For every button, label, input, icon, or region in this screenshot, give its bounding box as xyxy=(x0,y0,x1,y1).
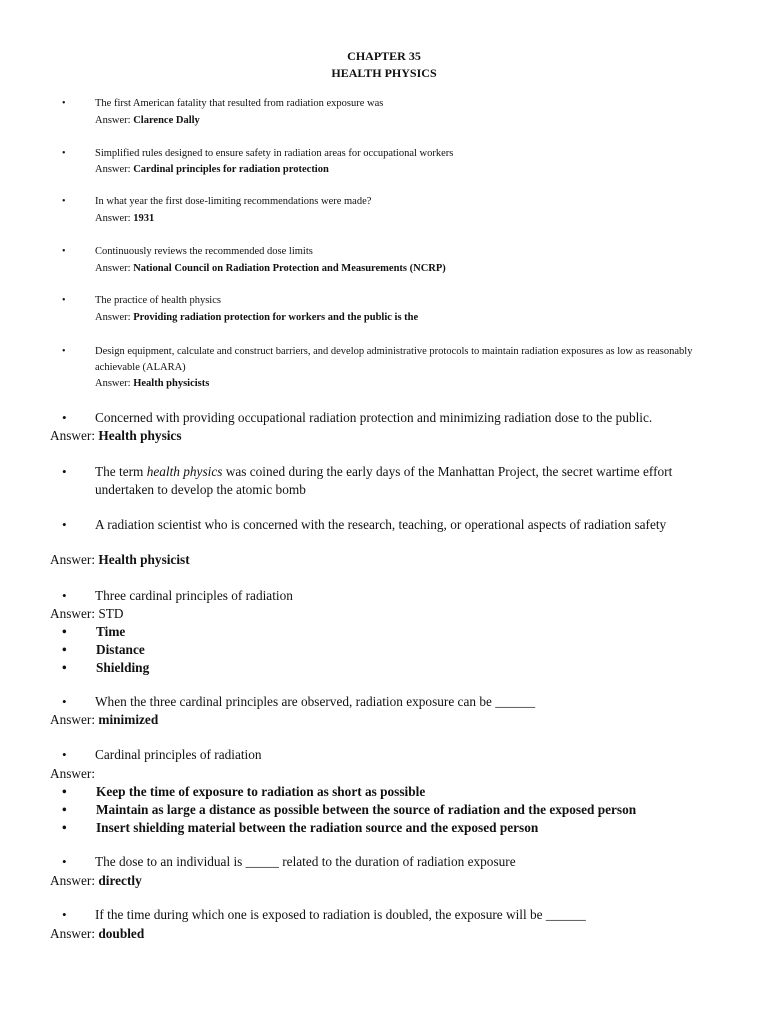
bullet: • xyxy=(62,148,66,159)
bullet: • xyxy=(62,346,66,357)
bullet: • xyxy=(62,196,66,207)
question-text: The dose to an individual is _____ related to the duration of radiation exposure xyxy=(95,854,516,869)
answer-line xyxy=(50,765,95,783)
bullet: • xyxy=(62,854,67,869)
bullet: • xyxy=(62,802,67,817)
answer-text: Health physicist xyxy=(98,552,190,567)
bullet: • xyxy=(62,98,66,109)
answer-prefix: Answer: xyxy=(50,926,96,941)
sub-bullet-item xyxy=(62,623,125,641)
answer-line xyxy=(50,872,142,890)
question-text: A radiation scientist who is concerned with the research, teaching, or operational aspects of radiation safety xyxy=(95,517,667,532)
answer-text: 1931 xyxy=(133,213,155,224)
answer-prefix: Answer: xyxy=(95,115,131,126)
answer-text: directly xyxy=(98,873,142,888)
question-text-post: was coined during the early days of the Manhattan Project, the secret wartime effort undertaken to develop the atomic bomb xyxy=(95,464,673,497)
question-text xyxy=(95,463,715,499)
sub-bullet-text: Shielding xyxy=(96,660,150,675)
bullet: • xyxy=(62,517,67,532)
bullet: • xyxy=(62,295,66,306)
bullet: • xyxy=(62,694,67,709)
bullet: • xyxy=(62,907,67,922)
answer-text: minimized xyxy=(98,712,159,727)
bullet: • xyxy=(62,410,67,425)
answer-text: doubled xyxy=(98,926,145,941)
answer-prefix: Answer: xyxy=(50,428,96,443)
answer-line xyxy=(50,711,158,729)
sub-bullet-text: Distance xyxy=(96,642,145,657)
sub-bullet-item xyxy=(62,641,145,659)
answer-line xyxy=(95,376,209,392)
question-text: If the time during which one is exposed to radiation is doubled, the exposure will be ______ xyxy=(95,907,586,922)
answer-line xyxy=(95,310,418,326)
question-text: Design equipment, calculate and construct barriers, and develop administrative protocols to maintain radiation exposures as low as reasonably achievable (ALARA) xyxy=(95,346,693,373)
question-text-pre: The term xyxy=(95,464,147,479)
answer-line xyxy=(50,925,144,943)
bullet: • xyxy=(62,642,67,657)
answer-prefix: Answer: xyxy=(50,552,96,567)
answer-line xyxy=(95,162,329,178)
answer-line xyxy=(95,113,200,129)
answer-prefix: Answer: xyxy=(95,378,131,389)
answer-text: Health physics xyxy=(98,428,182,443)
sub-bullet-item xyxy=(62,801,636,819)
bullet: • xyxy=(62,784,67,799)
question-text: Three cardinal principles of radiation xyxy=(95,588,293,603)
answer-prefix: Answer: xyxy=(50,873,96,888)
bullet: • xyxy=(62,660,67,675)
answer-text: Health physicists xyxy=(133,378,210,389)
answer-prefix: Answer: xyxy=(50,606,96,621)
question-text: Concerned with providing occupational radiation protection and minimizing radiation dose to the public. xyxy=(95,410,653,425)
answer-text: Clarence Dally xyxy=(133,115,200,126)
chapter-number: CHAPTER 35 xyxy=(347,49,421,63)
sub-bullet-text: Keep the time of exposure to radiation as short as possible xyxy=(96,784,426,799)
bullet: • xyxy=(62,747,67,762)
answer-text: Cardinal principles for radiation protection xyxy=(133,164,329,175)
sub-bullet-item xyxy=(62,819,538,837)
sub-bullet-text: Maintain as large a distance as possible between the source of radiation and the exposed person xyxy=(96,802,637,817)
bullet: • xyxy=(62,246,66,257)
question-text: The practice of health physics xyxy=(95,295,221,306)
answer-text: National Council on Radiation Protection and Measurements (NCRP) xyxy=(133,263,446,274)
answer-prefix: Answer: xyxy=(50,766,96,781)
question-text: Simplified rules designed to ensure safety in radiation areas for occupational workers xyxy=(95,148,454,159)
answer-line xyxy=(95,261,446,277)
question-text: When the three cardinal principles are observed, radiation exposure can be ______ xyxy=(95,694,536,709)
question-text: Continuously reviews the recommended dose limits xyxy=(95,246,313,257)
answer-line xyxy=(50,427,182,445)
bullet: • xyxy=(62,464,67,479)
answer-line xyxy=(50,605,124,623)
sub-bullet-item xyxy=(62,659,149,677)
answer-text: Providing radiation protection for workers and the public is the xyxy=(133,312,419,323)
answer-line xyxy=(95,211,154,227)
question-text-emphasis: health physics xyxy=(146,464,223,479)
question-text: In what year the first dose-limiting recommendations were made? xyxy=(95,196,372,207)
answer-prefix: Answer: xyxy=(95,263,131,274)
answer-prefix: Answer: xyxy=(95,164,131,175)
sub-bullet-item xyxy=(62,783,425,801)
bullet: • xyxy=(62,624,67,639)
answer-prefix: Answer: xyxy=(95,213,131,224)
answer-prefix: Answer: xyxy=(50,712,96,727)
chapter-title: HEALTH PHYSICS xyxy=(331,66,437,80)
sub-bullet-text: Insert shielding material between the radiation source and the exposed person xyxy=(96,820,539,835)
answer-prefix: Answer: xyxy=(95,312,131,323)
bullet: • xyxy=(62,588,67,603)
answer-line xyxy=(50,551,190,569)
question-text: Cardinal principles of radiation xyxy=(95,747,262,762)
answer-text: STD xyxy=(98,606,124,621)
bullet: • xyxy=(62,820,67,835)
sub-bullet-text: Time xyxy=(96,624,126,639)
question-text: The first American fatality that resulted from radiation exposure was xyxy=(95,98,384,109)
